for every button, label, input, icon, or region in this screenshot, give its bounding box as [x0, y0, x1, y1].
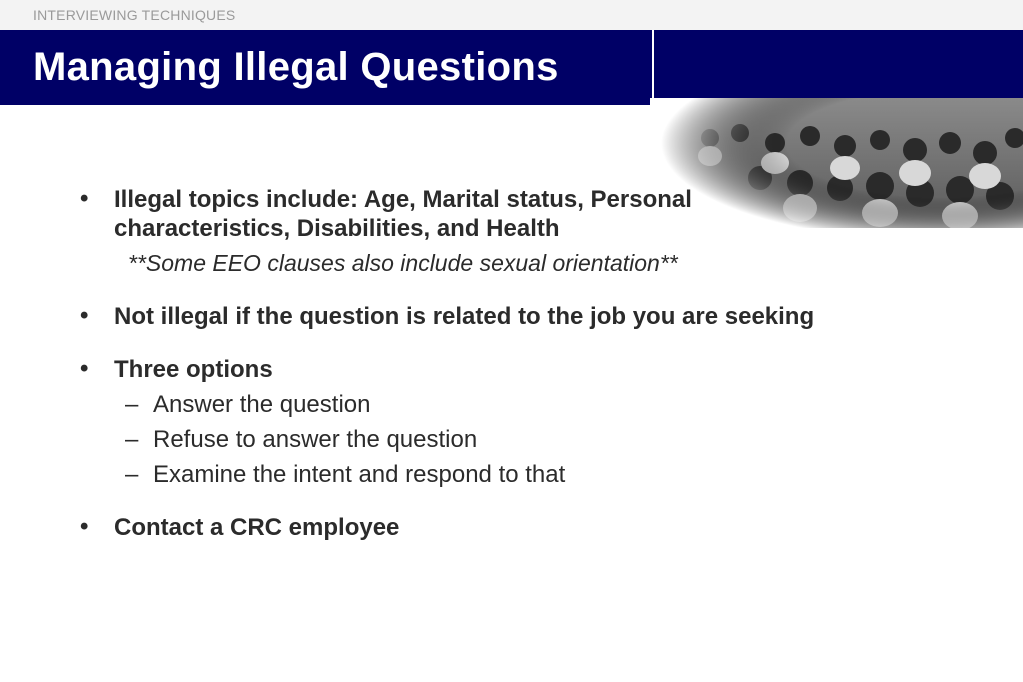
bullet-icon: • [80, 302, 89, 329]
dash-icon: – [125, 391, 139, 418]
dash-icon: – [125, 461, 139, 488]
eeo-note: **Some EEO clauses also include sexual orientation** [128, 250, 678, 276]
sub-item-text: Answer the question [153, 391, 371, 418]
bullet-icon: • [80, 513, 89, 540]
slide-title: Managing Illegal Questions [33, 45, 559, 89]
bullet-text-line2: characteristics, Disabilities, and Health [114, 215, 560, 242]
sub-item-text: Examine the intent and respond to that [153, 461, 566, 488]
section-label: INTERVIEWING TECHNIQUES [33, 7, 236, 23]
bullet-text: Contact a CRC employee [114, 514, 400, 541]
bullet-icon: • [80, 355, 89, 382]
bullet-text: Not illegal if the question is related to the job you are seeking [114, 303, 815, 330]
bullet-text-line1: Illegal topics include: Age, Marital status, Personal [114, 186, 692, 213]
sub-item-text: Refuse to answer the question [153, 426, 478, 453]
dash-icon: – [125, 426, 139, 453]
bullet-text: Three options [114, 356, 273, 383]
bullet-icon: • [80, 185, 89, 212]
